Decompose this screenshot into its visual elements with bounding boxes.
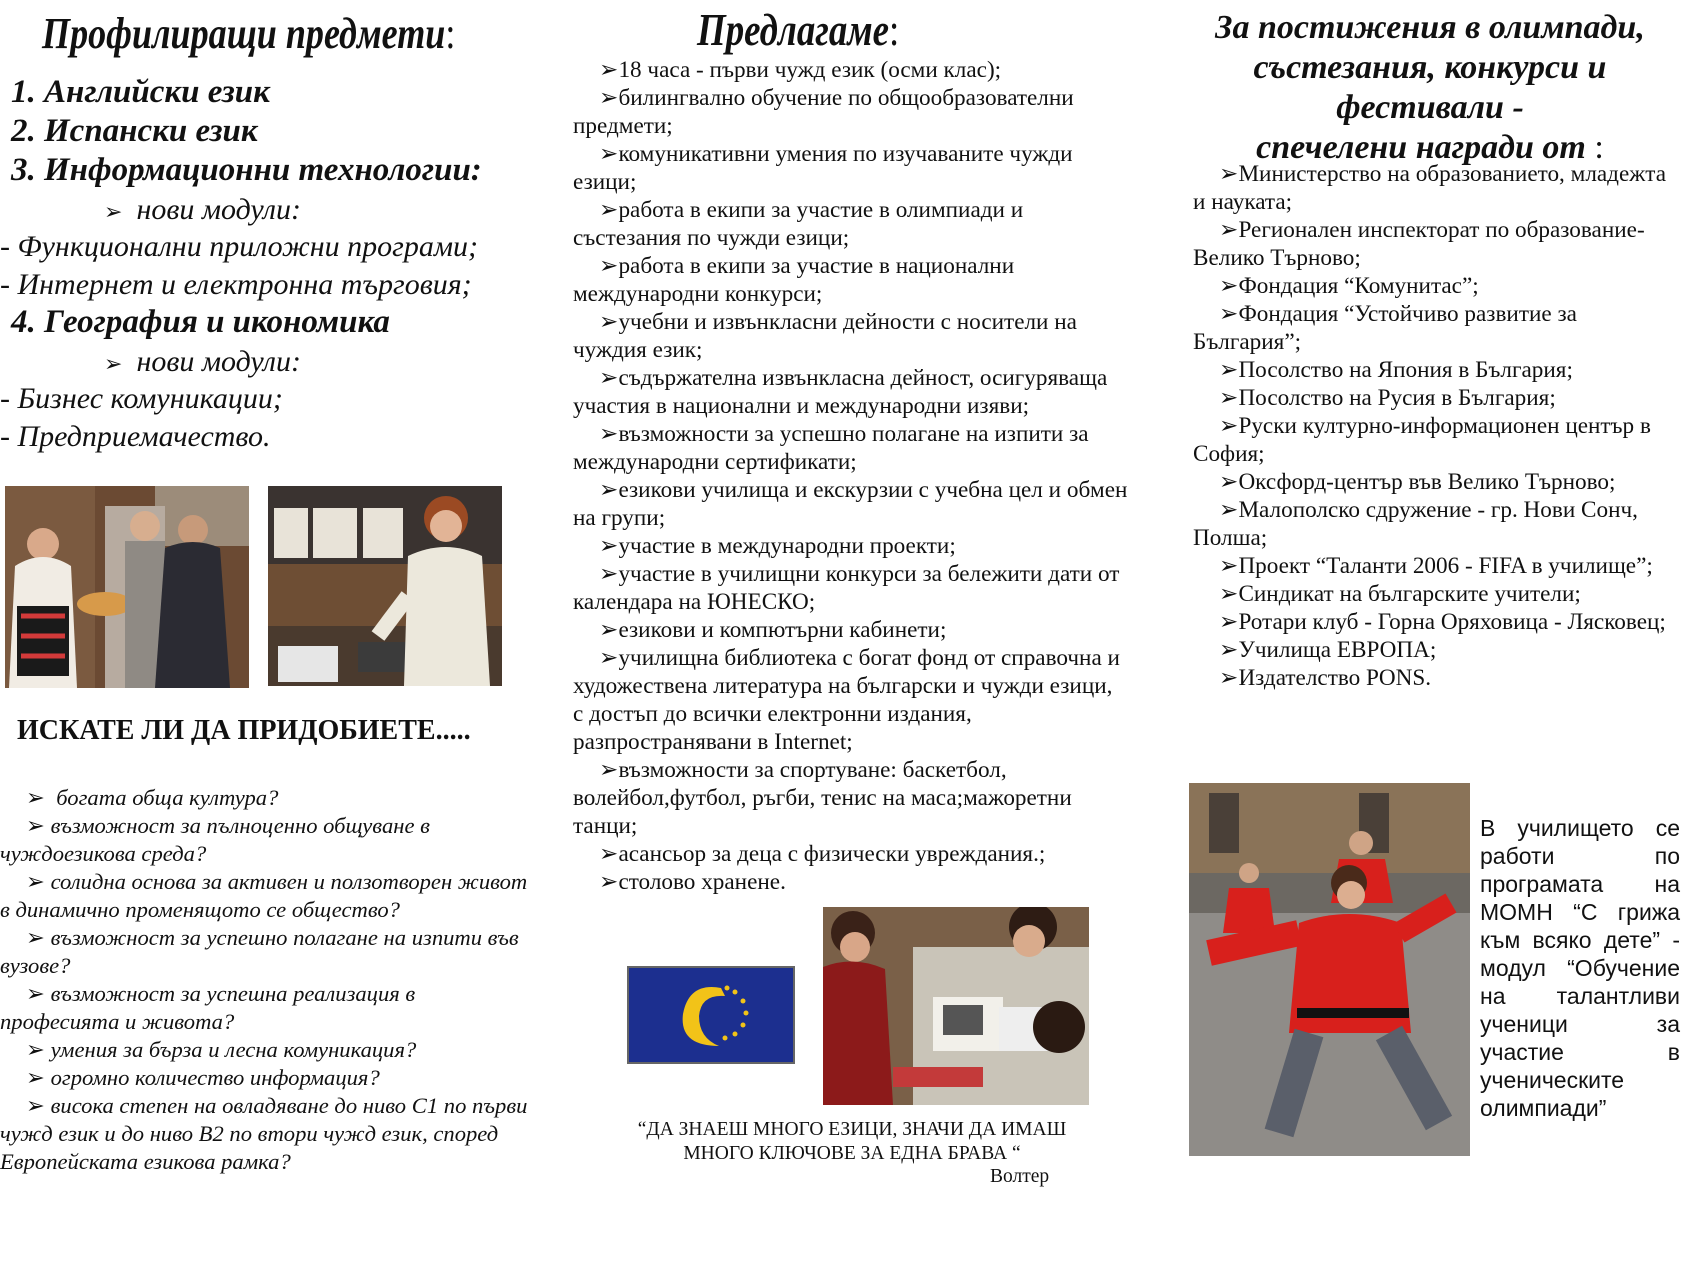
bullet-arrow-icon: ➢ [599,421,619,447]
bullet-arrow-icon: ➢ [1219,273,1239,299]
offer-item: ➢училищна библиотека с богат фонд от справочна и художествена литература на български и чужди езици, с достъп до всички електронни издания, разпространявани в Internet; [573,645,1120,755]
bullet-arrow-icon: ➢ [1219,553,1239,579]
col3-title [1190,8,1670,168]
award-list [1193,160,1675,692]
offer-item: ➢учебни и извънкласни дейности с носители на чуждия език; [573,309,1077,363]
col2-title: Предлагаме: [697,5,900,55]
offer-item: ➢18 часа - първи чужд език (осми клас); [599,57,1002,83]
want-item: ➢ възможност за успешна реализация в професията и живота? [0,981,416,1034]
bullet-arrow-icon: ➢ [26,1093,45,1118]
award-item: ➢Оксфорд-център във Велико Търново; [1219,469,1616,495]
bullet-arrow-icon: ➢ [599,617,619,643]
award-item: ➢Издателство PONS. [1219,665,1432,691]
bullet-arrow-icon: ➢ [26,925,45,950]
want-item: ➢ богата обща култура? [26,785,279,810]
subject-english: 1. Английски език [11,74,270,110]
want-item: ➢ висока степен на овладяване до ниво С1 по първи чужд език и до ниво В2 по втори чужд език, според Европейската езикова рамка? [0,1093,528,1174]
award-item: ➢Ротари клуб - Горна Оряховица - Лясковец; [1219,609,1666,635]
bullet-arrow-icon: ➢ [599,253,619,279]
award-item: ➢Синдикат на българските учители; [1219,581,1581,607]
col3-title-line-1: За постижения в олимпади, [1215,9,1645,46]
bullet-arrow-icon: ➢ [599,561,619,587]
offer-item: ➢възможности за успешно полагане на изпити за международни сертификати; [573,421,1089,475]
want-item: ➢ умения за бърза и лесна комуникация? [26,1037,417,1062]
want-title: ИСКАТЕ ЛИ ДА ПРИДОБИЕТЕ..... [17,715,471,746]
bullet-arrow-icon: ➢ [599,365,619,391]
col1-title: Профилиращи предмети: [42,9,456,58]
offer-item: ➢комуникативни умения по изучаваните чужди езици; [573,141,1073,195]
award-item: ➢Посолство на Русия в България; [1219,385,1556,411]
bullet-arrow-icon: ➢ [599,841,619,867]
photo-teacher [268,486,502,686]
bullet-arrow-icon: ➢ [599,533,619,559]
offer-item: ➢езикови училища и екскурзии с учебна цел и обмен на групи; [573,477,1128,531]
subject-spanish: 2. Испански език [11,113,258,149]
bullet-arrow-icon: ➢ [1219,497,1239,523]
quote-line-1: “ДА ЗНАЕШ МНОГО ЕЗИЦИ, ЗНАЧИ ДА ИМАШ [637,1119,1067,1140]
subject-it: 3. Информационни технологии: [11,152,482,188]
geo-module-2: - Предприемачество. [0,420,271,453]
col3-title-line-2: състезания, конкурси и фестивали - [1253,49,1607,126]
bullet-arrow-icon: ➢ [1219,357,1239,383]
award-item: ➢Фондация “Комунитас”; [1219,273,1479,299]
program-text: В училището се работи по програмата на МОМН “С грижа към всяко дете” - модул “Обучение на талантливи ученици за участие в ученическите олимпиади” [1480,815,1680,1121]
bullet-arrow-icon: ➢ [104,351,123,376]
award-item: ➢Посолство на Япония в България; [1219,357,1573,383]
bullet-arrow-icon: ➢ [599,141,619,167]
offer-item: ➢участие в училищни конкурси за бележити дати от календара на ЮНЕСКО; [573,561,1120,615]
geo-module-1: - Бизнес комуникации; [0,382,283,415]
photo-bread-welcome [5,486,249,688]
bullet-arrow-icon: ➢ [599,197,619,223]
bullet-arrow-icon: ➢ [26,869,45,894]
bullet-arrow-icon: ➢ [1219,385,1239,411]
offer-item: ➢работа в екипи за участие в национални международни конкурси; [573,253,1015,307]
bullet-arrow-icon: ➢ [26,1065,45,1090]
want-list [0,784,535,1176]
bullet-arrow-icon: ➢ [1219,609,1239,635]
bullet-arrow-icon: ➢ [1219,301,1239,327]
bullet-arrow-icon: ➢ [599,477,619,503]
offer-item: ➢езикови и компютърни кабинети; [599,617,947,643]
voltaire-quote [592,1118,1112,1166]
bullet-arrow-icon: ➢ [599,869,619,895]
quote-line-2: МНОГО КЛЮЧОВЕ ЗА ЕДНА БРАВА “ [683,1143,1021,1164]
bullet-arrow-icon: ➢ [599,309,619,335]
bullet-arrow-icon: ➢ [1219,217,1239,243]
bullet-arrow-icon: ➢ [1219,413,1239,439]
bullet-arrow-icon: ➢ [599,85,619,111]
award-item: ➢Малополско сдружение - гр. Нови Сонч, Полша; [1193,497,1638,551]
subject-geography: 4. География и икономика [11,304,390,340]
want-item: ➢ огромно количество информация? [26,1065,380,1090]
want-item: ➢ възможност за успешно полагане на изпити във вузове? [0,925,519,978]
award-item: ➢Фондация “Устойчиво развитие за България”; [1193,301,1577,355]
bullet-arrow-icon: ➢ [599,57,619,83]
bullet-arrow-icon: ➢ [26,813,45,838]
it-module-1: - Функционални приложни програми; [0,230,479,263]
offer-item: ➢работа в екипи за участие в олимпиади и състезания по чужди езици; [573,197,1024,251]
bullet-arrow-icon: ➢ [1219,581,1239,607]
award-item: ➢Министерство на образованието, младежта и науката; [1193,161,1667,215]
bullet-arrow-icon: ➢ [26,981,45,1006]
photo-students-working [823,907,1089,1105]
award-item: ➢Регионален инспекторат по образование- Велико Търново; [1193,217,1645,271]
award-item: ➢Проект “Таланти 2006 - FIFA в училище”; [1219,553,1653,579]
bullet-arrow-icon: ➢ [599,645,619,671]
offer-list [573,56,1128,896]
award-item: ➢Руски културно-информационен център в София; [1193,413,1651,467]
bullet-arrow-icon: ➢ [1219,161,1239,187]
offer-item: ➢асансьор за деца с физически увреждания.; [599,841,1046,867]
award-item: ➢Училища ЕВРОПА; [1219,637,1437,663]
want-item: ➢ солидна основа за активен и ползотворен живот в динамично променящото се общество? [0,869,528,922]
bullet-arrow-icon: ➢ [599,757,619,783]
bullet-arrow-icon: ➢ [1219,637,1239,663]
council-of-europe-logo [627,966,795,1064]
offer-item: ➢възможности за спортуване: баскетбол, волейбол,футбол, ръгби, тенис на маса;мажоретни танци; [573,757,1072,839]
geo-modules-heading: ➢ нови модули: [104,345,301,378]
offer-item: ➢участие в международни проекти; [599,533,956,559]
bullet-arrow-icon: ➢ [104,199,123,224]
offer-item: ➢съдържателна извънкласна дейност, осигуряваща участия в национални и международни изяви; [573,365,1108,419]
bullet-arrow-icon: ➢ [1219,469,1239,495]
it-module-2: - Интернет и електронна търговия; [0,268,472,301]
offer-item: ➢столово хранене. [599,869,786,895]
bullet-arrow-icon: ➢ [26,785,45,810]
want-item: ➢ възможност за пълноценно общуване в чуждоезикова среда? [0,813,430,866]
photo-martial-arts [1189,783,1470,1156]
it-modules-heading: ➢ нови модули: [104,193,301,226]
col3-title-line-3: спечелени награди от : [1256,129,1604,166]
bullet-arrow-icon: ➢ [26,1037,45,1062]
quote-author: Волтер [990,1166,1050,1187]
bullet-arrow-icon: ➢ [1219,665,1239,691]
offer-item: ➢билингвално обучение по общообразователни предмети; [573,85,1074,139]
